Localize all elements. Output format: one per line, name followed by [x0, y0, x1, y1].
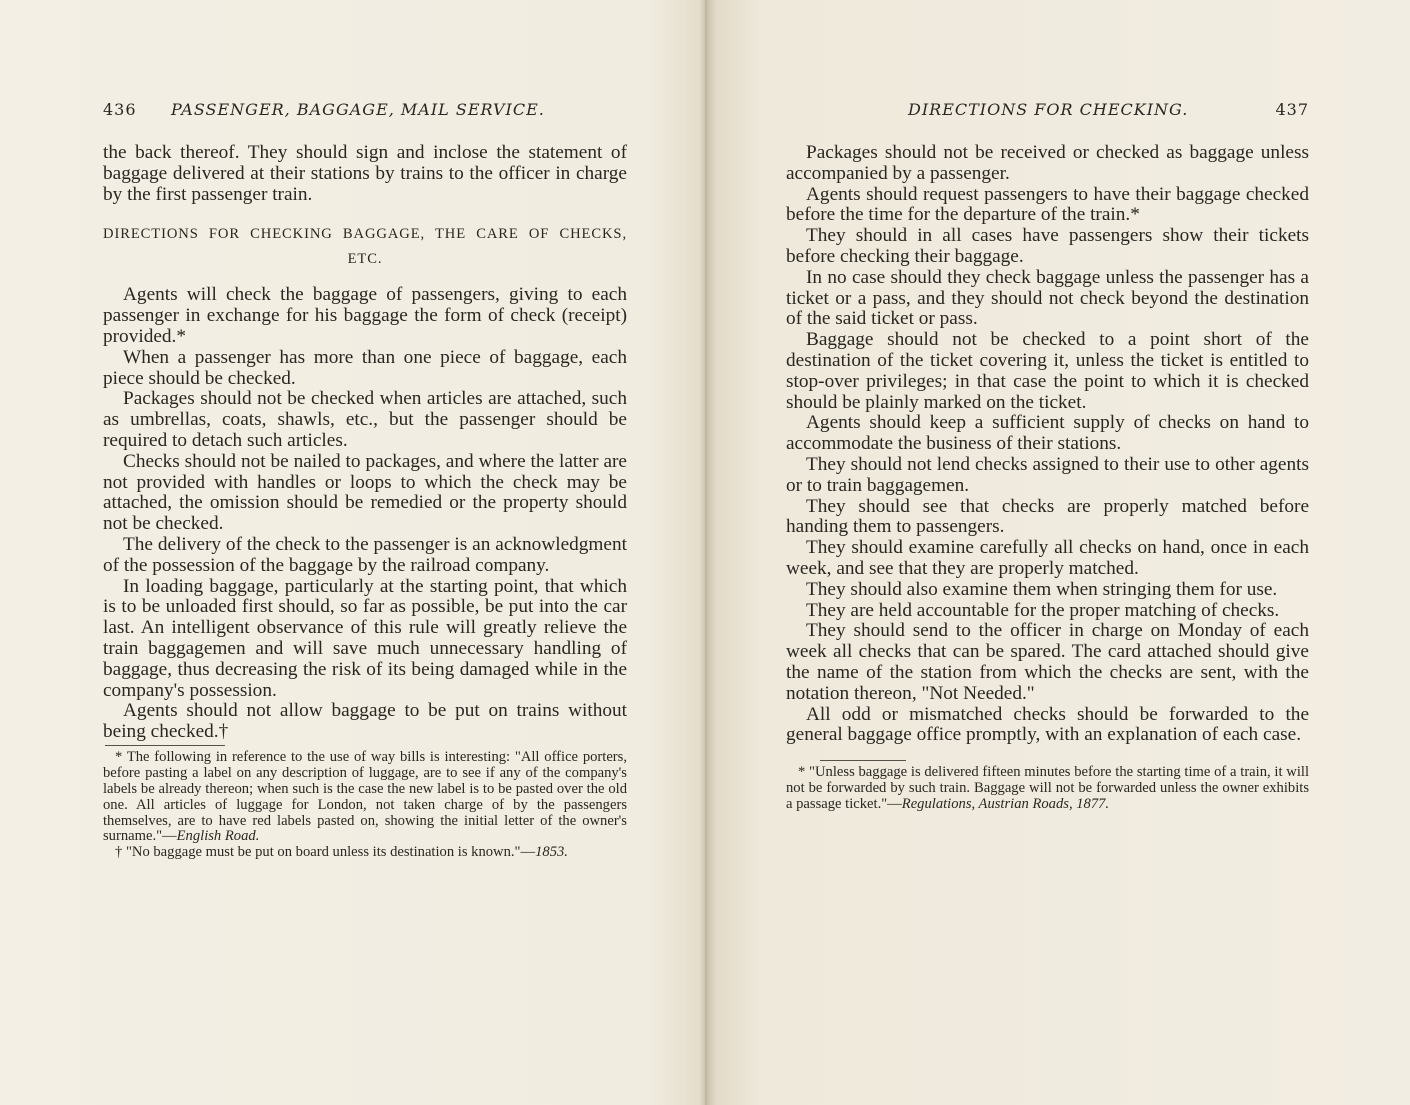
paragraph: They should examine carefully all checks on hand, once in each week, and see that they are properly matched.	[786, 537, 1309, 579]
footnote-source: English Road.	[176, 828, 260, 845]
footnote	[103, 750, 627, 845]
footnote-text: * "Unless baggage is delivered fifteen minutes before the starting time of a train, it will not be forwarded by such train. Baggage will not be forwarded unless the owner exhibits a passage ticket."—	[786, 764, 1309, 812]
paragraph: Agents should keep a sufficient supply of checks on hand to accommodate the business of their stations.	[786, 412, 1309, 455]
paragraph: When a passenger has more than one piece of baggage, each piece should be checked.	[103, 346, 627, 389]
footnote-rule	[820, 760, 906, 761]
footnote-text: † "No baggage must be put on board unless its destination is known."—	[115, 844, 536, 861]
paragraph: Agents should request passengers to have their baggage checked before the time for the departure of the train.*	[786, 183, 1309, 226]
paragraph: Agents will check the baggage of passengers, giving to each passenger in exchange for his baggage the form of check (receipt) provided.*	[103, 284, 627, 347]
footnote-source: 1853.	[535, 844, 568, 861]
paragraph: In no case should they check baggage unless the passenger has a ticket or a pass, and they should not check beyond the destination of the said ticket or pass.	[786, 266, 1309, 330]
section-heading: DIRECTIONS FOR CHECKING BAGGAGE, THE CARE OF CHECKS, ETC.	[103, 226, 627, 268]
paragraph: In loading baggage, particularly at the starting point, that which is to be unloaded first should, so far as possible, be put into the car last. An intelligent observance of this rule will greatly relieve the train baggagemen and will save much unnecessary handling of baggage, thus decreasing the risk of its being damaged while in the company's possession.	[103, 575, 627, 701]
paragraph: They should also examine them when stringing them for use.	[806, 578, 1278, 600]
right-page-body	[786, 143, 1309, 813]
book-gutter	[705, 0, 707, 1105]
paragraph: Packages should not be checked when articles are attached, such as umbrellas, coats, shawls, etc., but the passenger should be required to detach such articles.	[103, 388, 627, 451]
paragraph: All odd or mismatched checks should be forwarded to the general baggage office promptly, with an explanation of each case.	[786, 703, 1309, 746]
paragraph: They should send to the officer in charge on Monday of each week all checks that can be spared. The card attached should give the name of the station from which the checks are sent, with the notation thereon, "Not Needed."	[786, 620, 1309, 704]
right-running-head	[786, 100, 1309, 122]
paragraph: Packages should not be received or checked as baggage unless accompanied by a passenger.	[786, 142, 1309, 184]
paragraph: The delivery of the check to the passenger is an acknowledgment of the possession of the baggage by the railroad company.	[103, 533, 627, 576]
left-footnotes	[103, 750, 627, 861]
footnote-rule	[105, 745, 225, 746]
footnote-source: Regulations, Austrian Roads, 1877.	[901, 795, 1110, 812]
footnote	[103, 845, 627, 861]
right-footnotes	[786, 765, 1309, 813]
left-page	[103, 0, 627, 1105]
left-running-head-title: PASSENGER, BAGGAGE, MAIL SERVICE.	[171, 100, 545, 119]
paragraph: Checks should not be nailed to packages, and where the latter are not provided with handles or loops to which the check may be attached, the omission should be remedied or the property should not be checked.	[103, 450, 627, 535]
left-page-number: 436	[103, 100, 137, 119]
paragraph: Agents should not allow baggage to be put on trains without being checked.†	[103, 700, 627, 743]
right-running-head-title: DIRECTIONS FOR CHECKING.	[908, 100, 1189, 119]
right-page-number: 437	[1275, 100, 1309, 119]
left-page-body	[103, 143, 627, 861]
paragraph: Baggage should not be checked to a point short of the destination of the ticket covering it, unless the ticket is entitled to stop-over privileges; in that case the point to which it is checked should be plainly marked on the ticket.	[786, 329, 1309, 413]
continued-paragraph: the back thereof. They should sign and inclose the statement of baggage delivered at their stations by trains to the officer in charge by the first passenger train.	[103, 142, 627, 205]
left-running-head	[103, 100, 627, 122]
footnote-text: * The following in reference to the use of way bills is interesting: "All office porters, before pasting a label on any description of luggage, are to see if any of the company's labels be already thereon; when such is the case the new label is to be pasted over the old one. All articles of luggage for London, not taken charge of by the passengers themselves, are to have red labels pasted on, showing the initial letter of the owner's surname."—	[103, 748, 627, 845]
paragraph: They should see that checks are properly matched before handing them to passengers.	[786, 495, 1309, 538]
right-page	[786, 0, 1309, 1105]
footnote	[786, 765, 1309, 813]
paragraph: They should not lend checks assigned to their use to other agents or to train baggagemen.	[786, 453, 1309, 496]
paragraph: They are held accountable for the proper matching of checks.	[806, 599, 1280, 621]
paragraph: They should in all cases have passengers show their tickets before checking their baggage.	[786, 225, 1309, 267]
